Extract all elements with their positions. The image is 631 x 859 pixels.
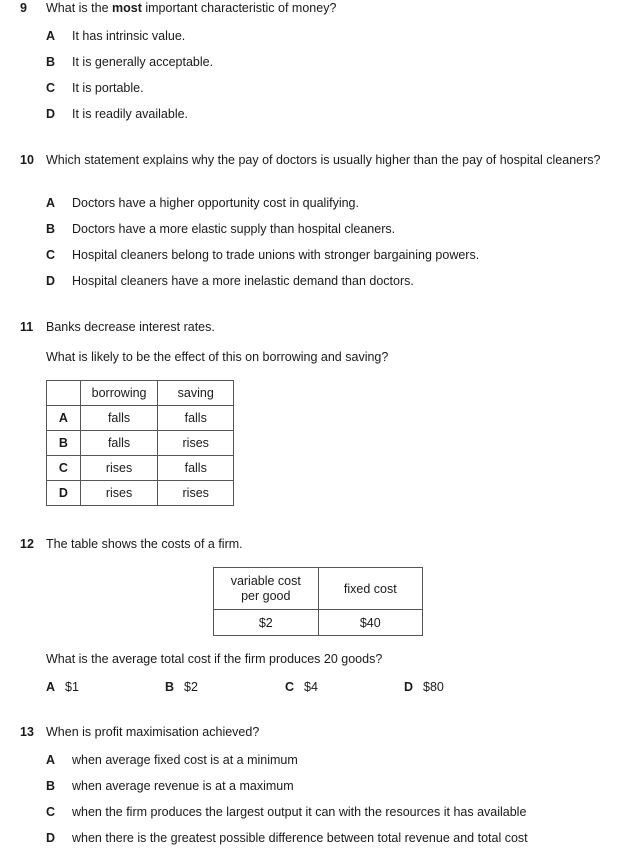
row-letter: B (47, 431, 81, 456)
option-10-b: B Doctors have a more elastic supply than hospital cleaners. (46, 222, 396, 236)
row-letter: C (47, 456, 81, 481)
option-10-d: D Hospital cleaners have a more inelastic demand than doctors. (46, 274, 414, 288)
question-9-stem: What is the most important characteristic of money? (46, 1, 337, 15)
borrowing-cell: falls (80, 431, 158, 456)
question-12-prompt: What is the average total cost if the firm produces 20 goods? (46, 652, 383, 666)
question-11-stem: Banks decrease interest rates. (46, 320, 215, 334)
saving-cell: rises (158, 431, 234, 456)
row-letter: A (47, 406, 81, 431)
row-letter: D (47, 481, 81, 506)
option-13-b: B when average revenue is at a maximum (46, 779, 294, 793)
question-12-stem: The table shows the costs of a firm. (46, 537, 243, 551)
table-corner-cell (47, 381, 81, 406)
table-row (47, 431, 234, 456)
option-9-a: A It has intrinsic value. (46, 29, 186, 43)
saving-cell: falls (158, 406, 234, 431)
table-header-row (214, 568, 423, 610)
saving-cell: rises (158, 481, 234, 506)
table-row (47, 456, 234, 481)
option-12-b: B $2 (165, 680, 198, 694)
table-row (214, 610, 423, 636)
borrowing-saving-table (46, 380, 234, 506)
option-10-a: A Doctors have a higher opportunity cost in qualifying. (46, 196, 359, 210)
table-row (47, 481, 234, 506)
option-12-a: A $1 (46, 680, 79, 694)
option-12-d: D $80 (404, 680, 444, 694)
borrowing-cell: rises (80, 456, 158, 481)
question-number-13: 13 (20, 725, 34, 739)
header-fixed-cost: fixed cost (318, 568, 422, 610)
option-9-b: B It is generally acceptable. (46, 55, 214, 69)
option-13-d: D when there is the greatest possible difference between total revenue and total cost (46, 831, 528, 845)
variable-cost-value: $2 (214, 610, 319, 636)
header-saving: saving (158, 381, 234, 406)
fixed-cost-value: $40 (318, 610, 422, 636)
question-number-10: 10 (20, 153, 34, 167)
question-11-prompt: What is likely to be the effect of this on borrowing and saving? (46, 350, 389, 364)
option-9-c: C It is portable. (46, 81, 144, 95)
header-variable-cost: variable cost per good (214, 568, 319, 610)
saving-cell: falls (158, 456, 234, 481)
question-number-11: 11 (20, 320, 34, 334)
option-10-c: C Hospital cleaners belong to trade unions with stronger bargaining powers. (46, 248, 480, 262)
question-number-12: 12 (20, 537, 34, 551)
option-13-c: C when the firm produces the largest output it can with the resources it has available (46, 805, 527, 819)
option-9-d: D It is readily available. (46, 107, 189, 121)
firm-costs-table (213, 567, 423, 636)
table-row (47, 406, 234, 431)
borrowing-cell: falls (80, 406, 158, 431)
option-13-a: A when average fixed cost is at a minimum (46, 753, 298, 767)
question-13-stem: When is profit maximisation achieved? (46, 725, 260, 739)
question-10-stem: Which statement explains why the pay of doctors is usually higher than the pay of hospital cleaners? (46, 153, 601, 167)
borrowing-cell: rises (80, 481, 158, 506)
table-header-row (47, 381, 234, 406)
option-12-c: C $4 (285, 680, 318, 694)
question-number-9: 9 (20, 1, 27, 15)
header-borrowing: borrowing (80, 381, 158, 406)
